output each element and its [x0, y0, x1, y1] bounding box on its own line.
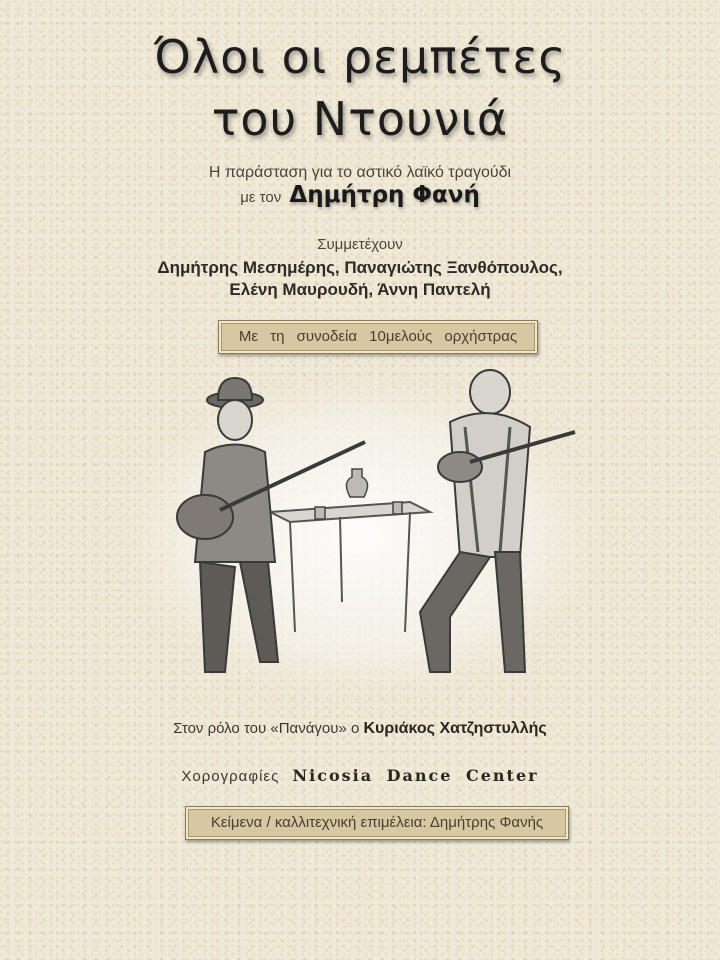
- subtitle-description: Η παράσταση για το αστικό λαϊκό τραγούδι: [208, 164, 512, 181]
- role-credit: [0, 720, 720, 738]
- subtitle-starring: [0, 182, 720, 208]
- star-name: Δημήτρη Φανή: [289, 182, 480, 208]
- poster-title-line2: του Ντουνιά: [211, 92, 509, 146]
- poster-title-line1: Όλοι οι ρεμπέτες: [153, 30, 567, 84]
- role-actor: Κυριάκος Χατζηστυλλής: [363, 720, 547, 737]
- choreography-company: Nicosia Dance Center: [292, 766, 539, 785]
- participants-names-line1: Δημήτρης Μεσημέρης, Παναγιώτης Ξανθόπουλος,: [157, 258, 563, 277]
- participants-label: Συμμετέχουν: [317, 236, 403, 253]
- musicians-illustration: [110, 362, 610, 702]
- choreography-label: Χορογραφίες: [181, 768, 280, 785]
- orchestra-banner: Με τη συνοδεία 10μελούς ορχήστρας: [218, 320, 538, 354]
- choreography-credit: [0, 766, 720, 785]
- participants-names-line2: Ελένη Μαυρουδή, Άννη Παντελή: [229, 280, 491, 299]
- role-prefix: Στον ρόλο του «Πανάγου» ο: [173, 720, 360, 737]
- texts-credit-banner: Κείμενα / καλλιτεχνική επιμέλεια: Δημήτρης Φανής: [185, 806, 569, 840]
- starring-prefix: με τον: [240, 189, 282, 206]
